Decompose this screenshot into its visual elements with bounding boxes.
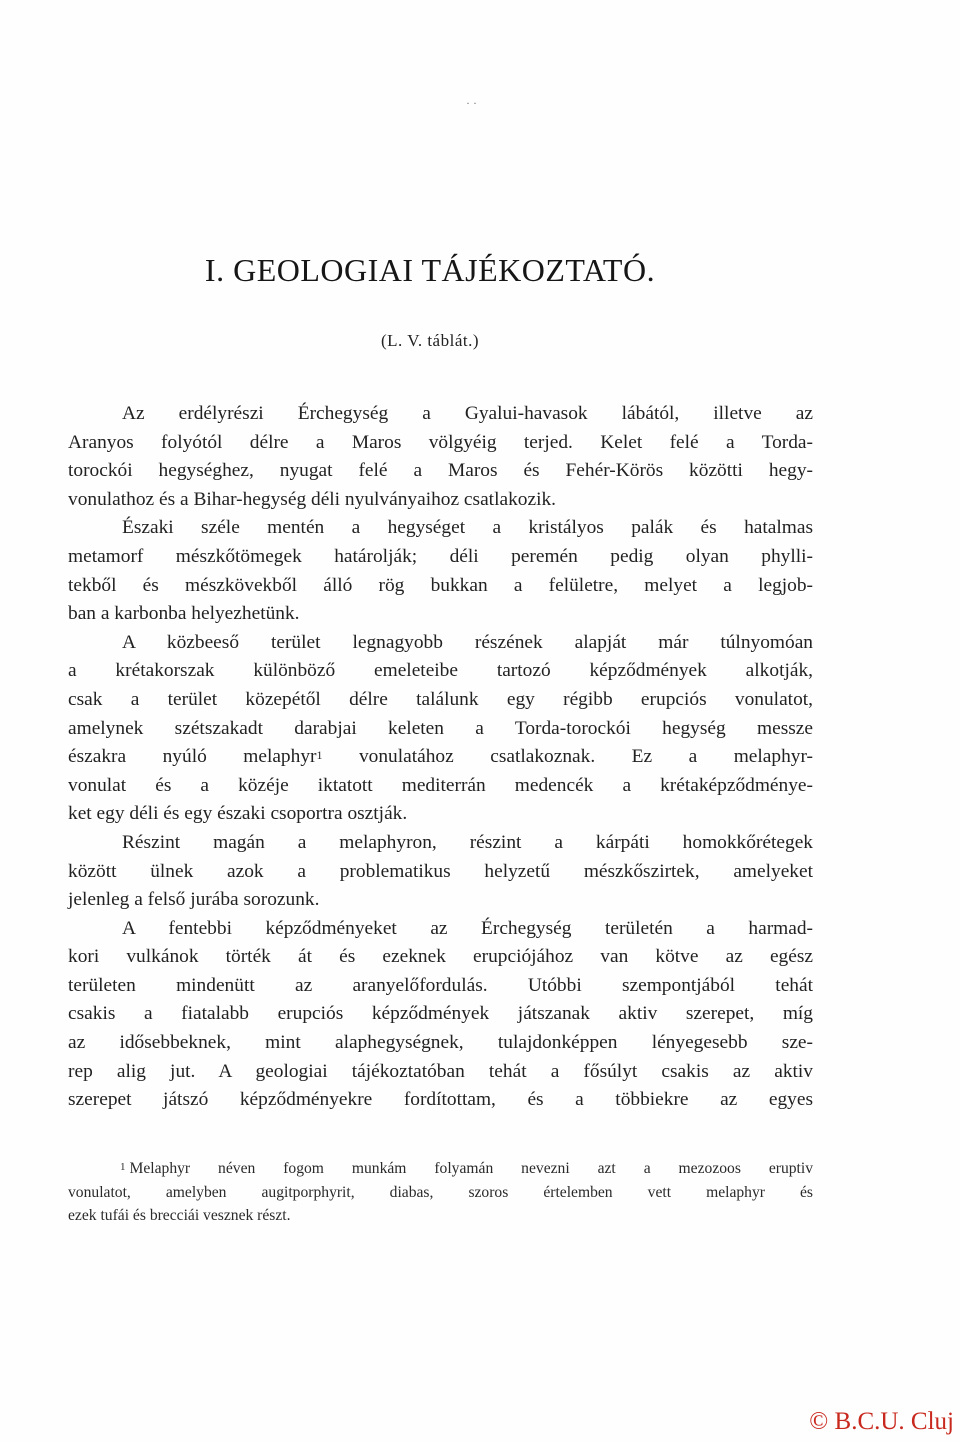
footnote-line: vonulatot, amelyben augitporphyrit, diabas, szoros értelemben vett melaphyr és xyxy=(68,1183,813,1201)
chapter-title: I. GEOLOGIAI TÁJÉKOZTATÓ. xyxy=(204,252,656,288)
text-segment: északra nyúló melaphyr xyxy=(68,746,317,768)
text-line: rep alig jut. A geologiai tájékoztatóban tehát a fősúlyt csakis az aktiv xyxy=(68,1060,813,1082)
text-line: tekből és mészkövekből álló rög bukkan a felületre, melyet a legjob- xyxy=(68,574,813,596)
text-line: a krétakorszak különböző emeleteibe tartozó képződmények alkotják, xyxy=(68,660,813,682)
text-line: csakis a fiatalabb erupciós képződmények játszanak aktiv szerepet, míg xyxy=(68,1003,813,1025)
footnote-text: Melaphyr néven fogom munkám folyamán nevezni azt a mezozoos eruptiv xyxy=(129,1160,813,1177)
text-line: ket egy déli és egy északi csoportra osztják. xyxy=(68,803,408,825)
text-line: kori vulkánok törték át és ezeknek erupciójához van kötve az egész xyxy=(68,946,813,968)
text-line: metamorf mészkőtömegek határolják; déli peremén pedig olyan phylli- xyxy=(68,545,813,567)
text-line: szerepet játszó képződményekre fordítottam, és a többiekre az egyes xyxy=(68,1089,813,1111)
text-line: között ülnek azok a problematikus helyzetű mészkőszirtek, amelyeket xyxy=(68,860,813,882)
body-text xyxy=(68,400,813,1115)
footnote-line xyxy=(68,1157,813,1181)
text-line: Északi széle mentén a hegységet a kristályos palák és hatalmas xyxy=(122,517,813,539)
text-line: torockói hegységhez, nyugat felé a Maros és Fehér-Körös közötti hegy- xyxy=(68,460,813,482)
footnote xyxy=(68,1157,813,1228)
plate-reference: (L. V. táblát.) xyxy=(381,331,479,350)
text-line: Az erdélyrészi Érchegység a Gyalui-havasok lábától, illetve az xyxy=(122,403,813,424)
text-line: területen mindenütt az aranyelőfordulás. Utóbbi szempontjából tehát xyxy=(68,974,813,996)
footnote-line: ezek tufái és brecciái vesznek részt. xyxy=(68,1207,291,1224)
text-line: A fentebbi képződményeket az Érchegység területén a harmad- xyxy=(122,917,813,939)
text-line: csak a terület közepétől délre találunk egy régibb erupciós vonulatot, xyxy=(68,688,813,710)
text-line-with-footnote xyxy=(68,743,813,772)
text-line: az idősebbeknek, mint alaphegységnek, tulajdonképpen lényegesebb sze- xyxy=(68,1032,813,1054)
stray-mark: · · xyxy=(466,96,477,110)
text-line: ban a karbonba helyezhetünk. xyxy=(68,603,300,625)
text-segment: vonulatához csatlakoznak. Ez a melaphyr- xyxy=(358,746,813,768)
text-line: jelenleg a felső jurába sorozunk. xyxy=(68,889,320,911)
text-line: Aranyos folyótól délre a Maros völgyéig terjed. Kelet felé a Torda- xyxy=(68,431,813,453)
text-line: Részint magán a melaphyron, részint a kárpáti homokkőrétegek xyxy=(122,831,813,853)
text-line: vonulat és a közéje iktatott mediterrán medencék a krétaképződménye- xyxy=(68,774,813,796)
text-line: vonulathoz és a Bihar-hegység déli nyulványaihoz csatlakozik. xyxy=(68,488,556,510)
copyright-watermark: © B.C.U. Cluj xyxy=(809,1408,954,1435)
text-line: A közbeeső terület legnagyobb részének alapját már túlnyomóan xyxy=(122,631,813,653)
text-line: amelynek szétszakadt darabjai keleten a Torda-torockói hegység messze xyxy=(68,717,813,739)
footnote-marker: 1 xyxy=(120,1161,126,1173)
footnote-reference: 1 xyxy=(316,748,323,763)
